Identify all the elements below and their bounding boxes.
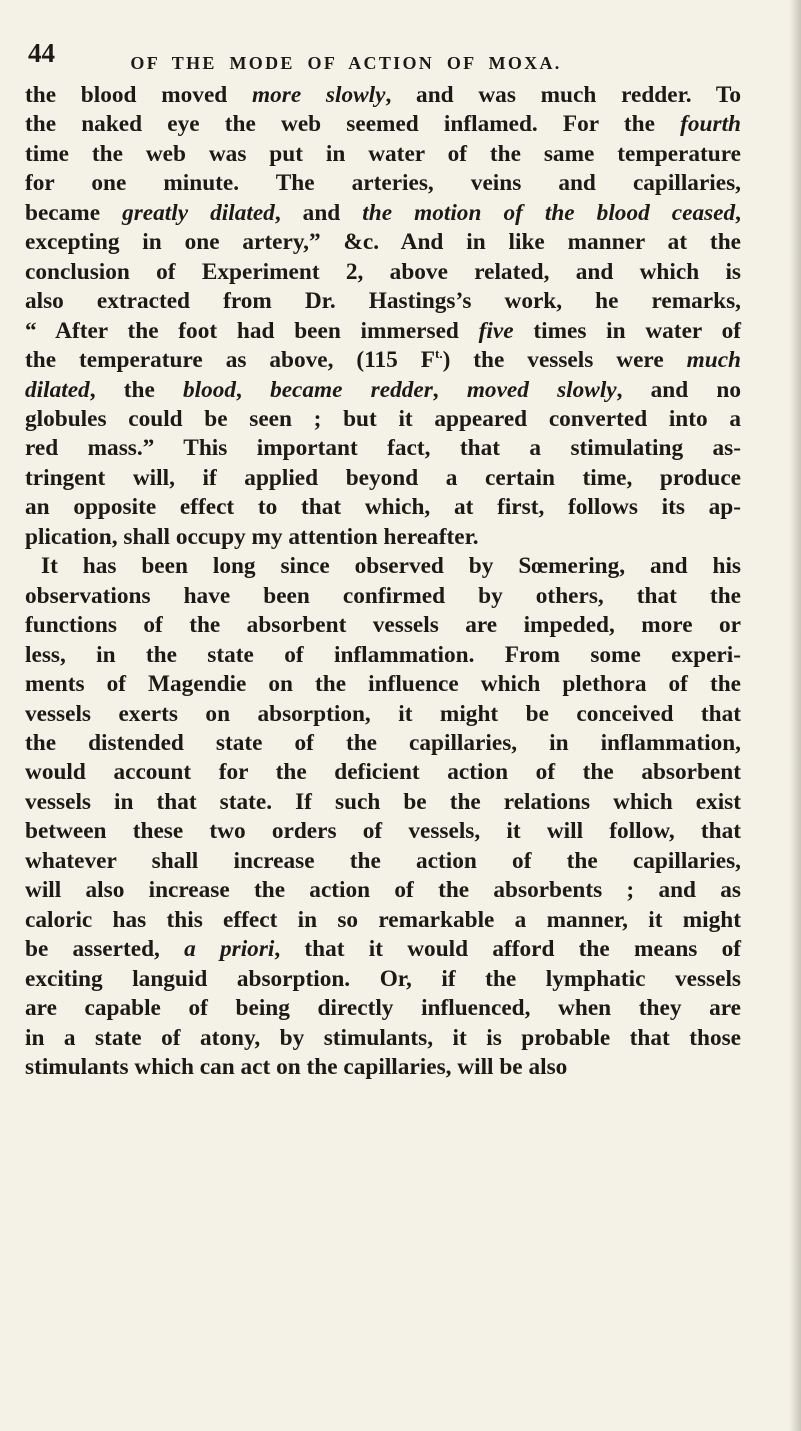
page-edge-shadow	[789, 0, 801, 1431]
italic-text: much	[686, 347, 741, 374]
text-segment: would account for the deficient action of the absorbent	[25, 759, 741, 786]
text-segment: are capable of being directly influenced, when they are	[25, 995, 741, 1022]
text-segment: , and was much redder. To	[385, 82, 741, 108]
text-line	[25, 1053, 741, 1082]
text-segment: the naked eye the web seemed inflamed. For the	[25, 111, 681, 138]
text-line	[25, 935, 741, 964]
text-segment: in a state of atony, by stimulants, it is probable that those	[25, 1024, 741, 1051]
text-segment: exciting languid absorption. Or, if the lymphatic vessels	[25, 965, 741, 992]
text-line	[25, 317, 741, 346]
text-segment: will also increase the action of the absorbents ; and as	[25, 877, 741, 904]
text-line	[25, 729, 741, 758]
italic-text: more slowly	[252, 82, 386, 108]
text-line	[25, 434, 741, 463]
text-segment: ,	[735, 199, 741, 226]
text-segment: It has been long since observed by Sœmering, and his	[41, 553, 741, 580]
text-segment: red mass.” This important fact, that a stimulating as-	[25, 435, 741, 462]
text-line	[25, 641, 741, 670]
text-segment: stimulants which can act on the capillaries, will be also	[25, 1053, 568, 1080]
text-line	[25, 169, 741, 198]
text-segment: an opposite effect to that which, at first, follows its ap-	[25, 494, 741, 521]
text-segment: whatever shall increase the action of the capillaries,	[25, 847, 741, 874]
text-segment: , that it would afford the means of	[274, 936, 742, 963]
text-segment: time the web was put in water of the same temperature	[25, 140, 741, 167]
text-segment: observations have been confirmed by others, that the	[25, 582, 741, 609]
italic-text: five	[478, 317, 514, 344]
text-segment: ments of Magendie on the influence which plethora of the	[25, 671, 741, 698]
text-line	[25, 523, 741, 552]
text-segment: the temperature as above, (115 F	[25, 347, 435, 374]
text-segment: between these two orders of vessels, it will follow, that	[25, 818, 741, 845]
text-segment: vessels in that state. If such be the relations which exist	[25, 788, 741, 815]
text-line	[25, 906, 741, 935]
text-line	[25, 346, 741, 375]
text-segment: , and no	[616, 376, 741, 403]
text-line	[25, 611, 741, 640]
text-segment: ,	[236, 376, 271, 403]
text-segment: tringent will, if applied beyond a certain time, produce	[25, 464, 741, 491]
text-line	[25, 700, 741, 729]
text-segment: ,	[432, 376, 467, 403]
text-segment: , and	[274, 199, 363, 226]
text-segment: globules could be seen ; but it appeared converted into a	[25, 405, 741, 432]
text-line	[25, 493, 741, 522]
text-segment: functions of the absorbent vessels are impeded, more or	[25, 612, 741, 639]
text-segment: became	[25, 199, 123, 226]
text-segment: times in water of	[513, 317, 741, 344]
page-number: 44	[28, 38, 55, 68]
text-line	[25, 258, 741, 287]
italic-text: fourth	[680, 111, 741, 138]
text-segment: “ After the foot had been immersed	[25, 317, 479, 344]
text-segment: less, in the state of inflammation. From some experi-	[25, 641, 741, 668]
text-line	[25, 1024, 741, 1053]
text-segment: the blood moved	[25, 82, 252, 108]
text-line	[25, 464, 741, 493]
text-segment: also extracted from Dr. Hastings’s work, he remarks,	[25, 288, 741, 315]
italic-text: dilated	[25, 376, 90, 403]
text-line	[25, 817, 741, 846]
text-line	[25, 376, 741, 405]
text-segment: , the	[89, 376, 183, 403]
text-line	[25, 140, 741, 169]
text-line	[25, 199, 741, 228]
text-segment: caloric has this effect in so remarkable a manner, it might	[25, 906, 741, 933]
italic-text: blood	[182, 376, 237, 403]
text-line	[25, 876, 741, 905]
italic-text: a priori	[184, 936, 275, 963]
text-line	[25, 670, 741, 699]
italic-text: the motion of the blood ceased	[362, 199, 736, 226]
text-line	[25, 965, 741, 994]
text-segment: conclusion of Experiment 2, above related, and which is	[25, 258, 741, 285]
text-line	[25, 847, 741, 876]
italic-text: moved slowly	[466, 376, 617, 403]
text-segment: plication, shall occupy my attention hereafter.	[25, 523, 479, 550]
text-segment: the distended state of the capillaries, in inflammation,	[25, 729, 741, 756]
text-segment: be asserted,	[25, 936, 185, 963]
running-head: OF THE MODE OF ACTION OF MOXA.	[130, 53, 562, 73]
text-segment: excepting in one artery,” &c. And in like manner at the	[25, 229, 741, 256]
text-segment: ) the vessels were	[442, 347, 687, 374]
text-line	[25, 228, 741, 257]
text-line	[25, 758, 741, 787]
superscript-text: t.	[435, 346, 443, 362]
text-line	[25, 788, 741, 817]
text-line	[25, 405, 741, 434]
italic-text: greatly dilated	[122, 199, 275, 226]
text-line	[25, 582, 741, 611]
text-line	[25, 994, 741, 1023]
italic-text: became redder	[270, 376, 433, 403]
body-text	[25, 81, 741, 1082]
text-line	[25, 110, 741, 139]
text-segment: for one minute. The arteries, veins and capillaries,	[25, 170, 741, 197]
text-line	[25, 552, 741, 581]
text-line	[25, 81, 741, 110]
text-segment: vessels exerts on absorption, it might be conceived that	[25, 700, 741, 727]
text-line	[25, 287, 741, 316]
